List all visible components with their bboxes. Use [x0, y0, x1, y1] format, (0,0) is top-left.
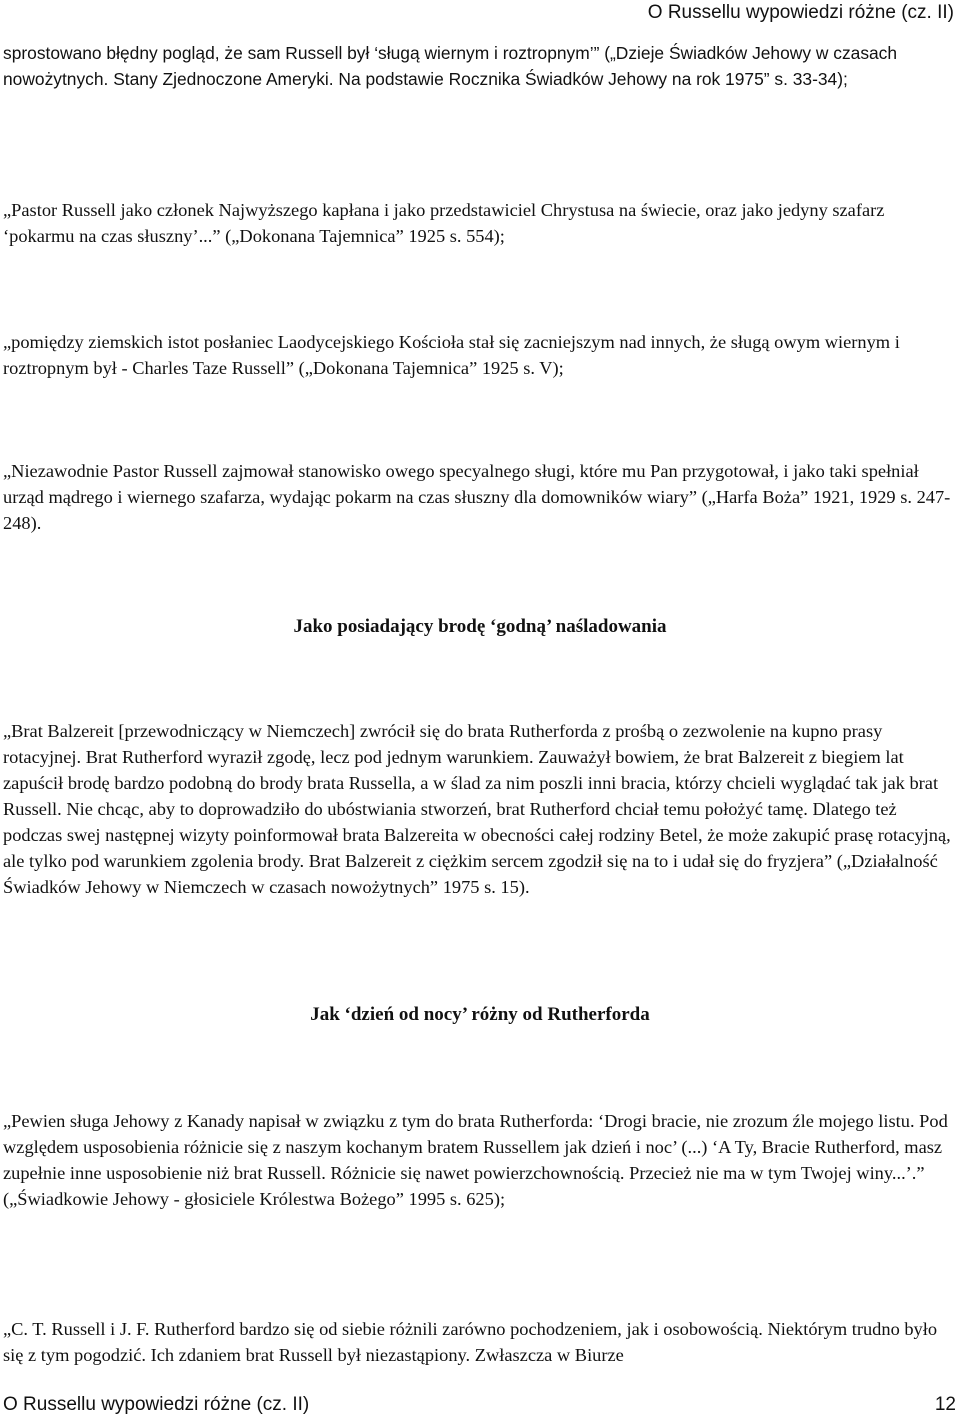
- quote-dokonana-tajemnica-v: „pomiędzy ziemskich istot posłaniec Laodycejskiego Kościoła stał się zacniejszym nad innych, że sługą owym wiernym i roztropnym był - Charles Taze Russell” („Dokonana Tajemnica” 1925 s. V);: [3, 332, 900, 378]
- quote-russell-rutherford: „C. T. Russell i J. F. Rutherford bardzo się od siebie różnili zarówno pochodzeniem, jak i osobowością. Niektórym trudno było się z tym pogodzić. Ich zdaniem brat Russell był niezastąpiony. Zwłaszcza w Biurze: [3, 1319, 938, 1365]
- page-footer: [3, 1394, 956, 1416]
- quote-sluga-z-kanady: „Pewien sługa Jehowy z Kanady napisał w związku z tym do brata Rutherforda: ‘Drogi bracie, nie zrozum źle mojego listu. Pod względem usposobienia różnicie się z naszym kochanym bratem Russellem jak dzień i noc’ (...) ‘A Ty, Bracie Rutherford, masz zupełnie inne usposobienie niż brat Russell. Różnicie się nawet powierzchownością. Przecież nie ma w tym Twojej winy...’.” („Świadkowie Jehowy - głosiciele Królestwa Bożego” 1995 s. 625);: [3, 1111, 948, 1209]
- footer-title: O Russellu wypowiedzi różne (cz. II): [3, 1394, 310, 1415]
- quote-balzereit: „Brat Balzereit [przewodniczący w Niemczech] zwrócił się do brata Rutherforda z prośbą o zezwolenie na kupno prasy rotacyjnej. Brat Rutherford wyraził zgodę, lecz pod jednym warunkiem. Zauważył bowiem, że brat Balzereit z biegiem lat zapuścił brodę bardzo podobną do brody brata Russella, a w ślad za nim poszli inni bracia, którzy chcieli wyglądać tak jak brat Russell. Nie chcąc, aby to doprowadziło do ubóstwiania stworzeń, brat Rutherford chciał temu położyć tamę. Dlatego też podczas swej następnej wizyty poinformował brata Balzereita w obecności całej rodziny Betel, że może zakupić prasę rotacyjną, ale tylko pod warunkiem zgolenia brody. Brat Balzereit z ciężkim sercem zgodził się na to i udał się do fryzjera” („Działalność Świadków Jehowy w Niemczech w czasach nowożytnych” 1975 s. 15).: [3, 721, 951, 897]
- quote-dokonana-tajemnica-554: „Pastor Russell jako członek Najwyższego kapłana i jako przedstawiciel Chrystusa na świecie, oraz jako jedyny szafarz ‘pokarmu na czas słuszny’...” („Dokonana Tajemnica” 1925 s. 554);: [3, 200, 885, 246]
- section-heading-dzien-od-nocy: Jak ‘dzień od nocy’ różny od Rutherforda: [310, 1004, 650, 1025]
- paragraph-continuation: sprostowano błędny pogląd, że sam Russell był ‘sługą wiernym i roztropnym’” („Dzieje Świadków Jehowy w czasach nowożytnych. Stany Zjednoczone Ameryki. Na podstawie Rocznika Świadków Jehowy na rok 1975” s. 33-34);: [3, 43, 898, 89]
- page-header: O Russellu wypowiedzi różne (cz. II): [647, 2, 954, 23]
- page-number: 12: [934, 1394, 956, 1415]
- section-heading-broda: Jako posiadający brodę ‘godną’ naśladowania: [293, 616, 667, 637]
- quote-harfa-boza: „Niezawodnie Pastor Russell zajmował stanowisko owego specyalnego sługi, które mu Pan przygotował, i jako taki spełniał urząd mądrego i wiernego szafarza, wydając pokarm na czas słuszny dla domowników wiary” („Harfa Boża” 1921, 1929 s. 247-248).: [3, 461, 951, 533]
